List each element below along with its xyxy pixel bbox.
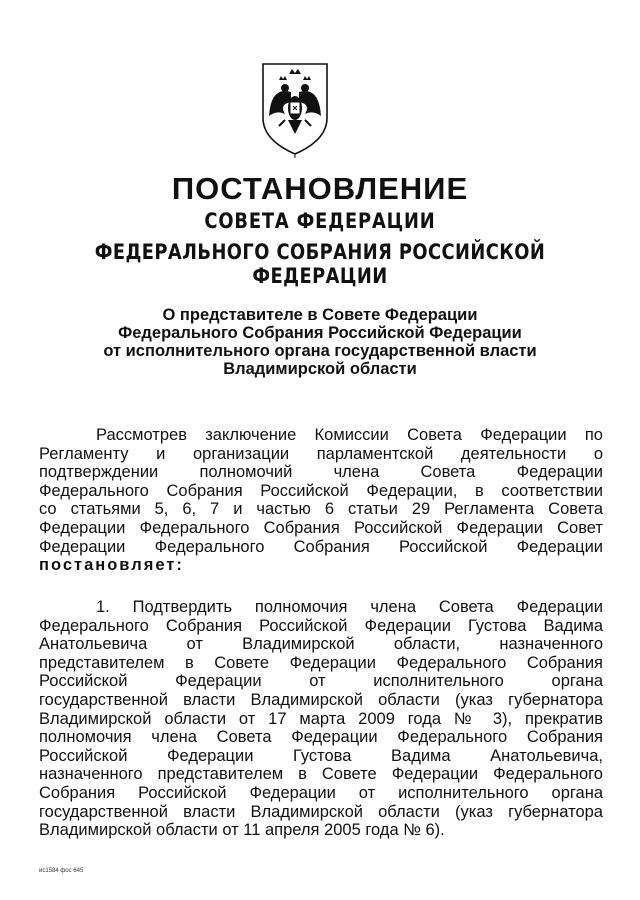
paragraph-line: 1. Подтвердить полномочия члена Совета Федерации xyxy=(96,598,603,616)
paragraph-line: полномочия члена Совета Федерации Федерального Собрания xyxy=(39,728,603,747)
paragraph-line: Российской Федерации от исполнительного органа xyxy=(39,672,603,691)
paragraph-line: Федерального Собрания Российской Федерации, в соответствии xyxy=(39,481,603,500)
resolution-heading xyxy=(0,306,640,378)
paragraph-line: Регламенту и организации парламентской деятельности о xyxy=(39,444,603,463)
paragraph-line: подтверждении полномочий члена Совета Федерации xyxy=(39,463,603,482)
paragraph-line: Российской Федерации Густова Вадима Анатольевича, xyxy=(39,746,603,765)
footer-code: ис1584 фос 645 xyxy=(39,868,84,874)
clause-1-paragraph xyxy=(39,598,603,840)
heading-line: О представителе в Совете Федерации xyxy=(162,306,478,324)
paragraph-line: со статьями 5, 6, 7 и частью 6 статьи 29 Регламента Совета xyxy=(39,500,603,519)
paragraph-line: Владимирской области от 11 апреля 2005 года № 6). xyxy=(39,821,445,840)
paragraph-line: Федерации Федерального Собрания Российской Федерации Совет xyxy=(39,518,603,537)
paragraph-line: Федерации Федерального Собрания Российской Федерации xyxy=(39,537,603,556)
coat-of-arms-emblem-icon xyxy=(255,58,335,158)
paragraph-line: Владимирской области от 17 марта 2009 года № 3), прекратив xyxy=(39,709,603,728)
paragraph-line: Анатольевича от Владимирской области, назначенного xyxy=(39,635,603,654)
document-title: ПОСТАНОВЛЕНИЕ xyxy=(171,171,469,206)
paragraph-line: назначенного представителем в Совете Федерации Федерального xyxy=(39,765,603,784)
decree-keyword: постановляет: xyxy=(39,556,184,575)
paragraph-line: представителем в Совете Федерации Федерального Собрания xyxy=(39,653,603,672)
preamble-paragraph xyxy=(39,426,603,575)
document-subtitle-council: СОВЕТА ФЕДЕРАЦИИ xyxy=(204,209,436,233)
paragraph-line: государственной власти Владимирской области (указ губернатора xyxy=(39,690,603,709)
paragraph-line: Федерального Собрания Российской Федерации Густова Вадима xyxy=(39,616,603,635)
paragraph-line: государственной власти Владимирской области (указ губернатора xyxy=(39,802,603,821)
document-subtitle-assembly: ФЕДЕРАЛЬНОГО СОБРАНИЯ РОССИЙСКОЙ ФЕДЕРАЦИИ xyxy=(94,240,546,288)
heading-line: Федерального Собрания Российской Федерации xyxy=(118,324,522,342)
paragraph-line: Рассмотрев заключение Комиссии Совета Федерации по xyxy=(96,426,603,444)
heading-line: от исполнительного органа государственной власти xyxy=(103,342,537,360)
paragraph-line: Собрания Российской Федерации от исполнительного органа xyxy=(39,783,603,802)
heading-line: Владимирской области xyxy=(223,360,417,378)
